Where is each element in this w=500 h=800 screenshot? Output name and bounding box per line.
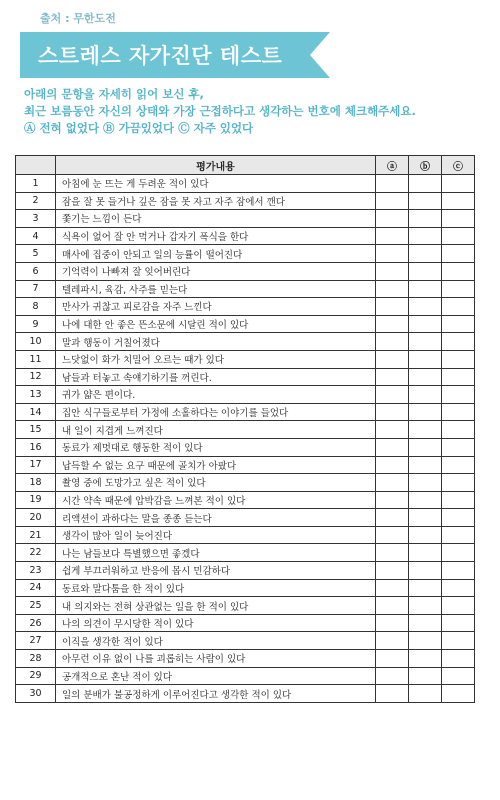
row-number: 24 bbox=[16, 579, 56, 597]
row-number: 4 bbox=[16, 227, 56, 245]
table-row bbox=[16, 544, 475, 562]
check-cell-b[interactable] bbox=[409, 579, 442, 597]
check-cell-c[interactable] bbox=[442, 685, 475, 703]
check-cell-b[interactable] bbox=[409, 491, 442, 509]
check-cell-c[interactable] bbox=[442, 456, 475, 474]
check-cell-b[interactable] bbox=[409, 333, 442, 351]
check-cell-b[interactable] bbox=[409, 650, 442, 668]
check-cell-c[interactable] bbox=[442, 210, 475, 228]
evaluation-table bbox=[15, 155, 475, 703]
table-row bbox=[16, 509, 475, 527]
row-number: 3 bbox=[16, 210, 56, 228]
check-cell-a[interactable] bbox=[376, 491, 409, 509]
table-row bbox=[16, 614, 475, 632]
check-cell-c[interactable] bbox=[442, 403, 475, 421]
row-number: 27 bbox=[16, 632, 56, 650]
table-row bbox=[16, 632, 475, 650]
check-cell-b[interactable] bbox=[409, 544, 442, 562]
check-cell-b[interactable] bbox=[409, 298, 442, 316]
check-cell-a[interactable] bbox=[376, 456, 409, 474]
row-question: 나의 의견이 무시당한 적이 있다 bbox=[56, 614, 376, 632]
table-row bbox=[16, 474, 475, 492]
row-number: 30 bbox=[16, 685, 56, 703]
check-cell-a[interactable] bbox=[376, 262, 409, 280]
check-cell-b[interactable] bbox=[409, 403, 442, 421]
check-cell-c[interactable] bbox=[442, 333, 475, 351]
check-cell-b[interactable] bbox=[409, 597, 442, 615]
check-cell-a[interactable] bbox=[376, 544, 409, 562]
row-number: 18 bbox=[16, 474, 56, 492]
row-number: 9 bbox=[16, 315, 56, 333]
header-content: 평가내용 bbox=[56, 156, 376, 175]
row-question: 만사가 귀찮고 피로감을 자주 느낀다 bbox=[56, 298, 376, 316]
check-cell-b[interactable] bbox=[409, 685, 442, 703]
check-cell-b[interactable] bbox=[409, 562, 442, 580]
table-row bbox=[16, 245, 475, 263]
row-question: 남들과 터놓고 속얘기하기를 꺼린다. bbox=[56, 368, 376, 386]
table-row bbox=[16, 685, 475, 703]
row-number: 8 bbox=[16, 298, 56, 316]
check-cell-b[interactable] bbox=[409, 245, 442, 263]
row-question: 동료가 제멋대로 행동한 적이 있다 bbox=[56, 438, 376, 456]
check-cell-c[interactable] bbox=[442, 526, 475, 544]
row-number: 13 bbox=[16, 386, 56, 404]
table-row bbox=[16, 333, 475, 351]
check-cell-a[interactable] bbox=[376, 298, 409, 316]
row-question: 쉽게 부끄러워하고 반응에 몹시 민감하다 bbox=[56, 562, 376, 580]
row-number: 5 bbox=[16, 245, 56, 263]
check-cell-c[interactable] bbox=[442, 280, 475, 298]
check-cell-c[interactable] bbox=[442, 386, 475, 404]
check-cell-b[interactable] bbox=[409, 474, 442, 492]
table-row bbox=[16, 262, 475, 280]
check-cell-b[interactable] bbox=[409, 386, 442, 404]
table-row bbox=[16, 403, 475, 421]
instruction-line-3: Ⓐ 전혀 없었다 Ⓑ 가끔있었다 Ⓒ 자주 있었다 bbox=[24, 121, 254, 135]
row-number: 10 bbox=[16, 333, 56, 351]
check-cell-c[interactable] bbox=[442, 632, 475, 650]
source-label: 출처 : 무한도전 bbox=[40, 12, 116, 25]
check-cell-c[interactable] bbox=[442, 650, 475, 668]
check-cell-a[interactable] bbox=[376, 333, 409, 351]
check-cell-a[interactable] bbox=[376, 403, 409, 421]
check-cell-c[interactable] bbox=[442, 491, 475, 509]
table-row bbox=[16, 650, 475, 668]
table-row bbox=[16, 386, 475, 404]
row-question: 식욕이 없어 잘 안 먹거나 갑자기 폭식을 한다 bbox=[56, 227, 376, 245]
check-cell-a[interactable] bbox=[376, 579, 409, 597]
row-number: 20 bbox=[16, 509, 56, 527]
header-option-b: ⓑ bbox=[409, 156, 442, 175]
row-question: 나에 대한 안 좋은 뜬소문에 시달린 적이 있다 bbox=[56, 315, 376, 333]
row-question: 이직을 생각한 적이 있다 bbox=[56, 632, 376, 650]
check-cell-b[interactable] bbox=[409, 368, 442, 386]
row-number: 19 bbox=[16, 491, 56, 509]
row-number: 12 bbox=[16, 368, 56, 386]
check-cell-c[interactable] bbox=[442, 350, 475, 368]
row-number: 14 bbox=[16, 403, 56, 421]
table-header-row bbox=[16, 156, 475, 175]
check-cell-c[interactable] bbox=[442, 667, 475, 685]
check-cell-a[interactable] bbox=[376, 386, 409, 404]
row-question: 기억력이 나빠져 잘 잊어버린다 bbox=[56, 262, 376, 280]
row-number: 16 bbox=[16, 438, 56, 456]
check-cell-c[interactable] bbox=[442, 315, 475, 333]
check-cell-a[interactable] bbox=[376, 368, 409, 386]
check-cell-c[interactable] bbox=[442, 245, 475, 263]
row-question: 느닷없이 화가 치밀어 오르는 때가 있다 bbox=[56, 350, 376, 368]
check-cell-a[interactable] bbox=[376, 650, 409, 668]
row-question: 내 의지와는 전혀 상관없는 일을 한 적이 있다 bbox=[56, 597, 376, 615]
table-row bbox=[16, 438, 475, 456]
row-number: 1 bbox=[16, 175, 56, 193]
row-number: 17 bbox=[16, 456, 56, 474]
check-cell-b[interactable] bbox=[409, 509, 442, 527]
check-cell-a[interactable] bbox=[376, 597, 409, 615]
check-cell-b[interactable] bbox=[409, 192, 442, 210]
table-row bbox=[16, 597, 475, 615]
check-cell-c[interactable] bbox=[442, 262, 475, 280]
row-question: 공개적으로 혼난 적이 있다 bbox=[56, 667, 376, 685]
check-cell-c[interactable] bbox=[442, 368, 475, 386]
row-question: 시간 약속 때문에 압박감을 느껴본 적이 있다 bbox=[56, 491, 376, 509]
row-number: 21 bbox=[16, 526, 56, 544]
check-cell-b[interactable] bbox=[409, 350, 442, 368]
table-row bbox=[16, 192, 475, 210]
row-question: 나는 남들보다 특별했으면 좋겠다 bbox=[56, 544, 376, 562]
check-cell-c[interactable] bbox=[442, 579, 475, 597]
table-row bbox=[16, 350, 475, 368]
row-number: 6 bbox=[16, 262, 56, 280]
table-row bbox=[16, 227, 475, 245]
instructions bbox=[24, 86, 494, 137]
table-row bbox=[16, 368, 475, 386]
check-cell-a[interactable] bbox=[376, 192, 409, 210]
table-row bbox=[16, 210, 475, 228]
check-cell-b[interactable] bbox=[409, 438, 442, 456]
check-cell-c[interactable] bbox=[442, 614, 475, 632]
check-cell-c[interactable] bbox=[442, 438, 475, 456]
table-row bbox=[16, 315, 475, 333]
table-row bbox=[16, 526, 475, 544]
check-cell-c[interactable] bbox=[442, 597, 475, 615]
header-option-a: ⓐ bbox=[376, 156, 409, 175]
row-number: 15 bbox=[16, 421, 56, 439]
check-cell-c[interactable] bbox=[442, 421, 475, 439]
check-cell-a[interactable] bbox=[376, 210, 409, 228]
table-row bbox=[16, 175, 475, 193]
check-cell-a[interactable] bbox=[376, 632, 409, 650]
check-cell-b[interactable] bbox=[409, 227, 442, 245]
check-cell-a[interactable] bbox=[376, 227, 409, 245]
check-cell-a[interactable] bbox=[376, 526, 409, 544]
title-banner bbox=[20, 32, 330, 78]
table-row bbox=[16, 421, 475, 439]
check-cell-b[interactable] bbox=[409, 262, 442, 280]
row-number: 22 bbox=[16, 544, 56, 562]
row-number: 25 bbox=[16, 597, 56, 615]
check-cell-a[interactable] bbox=[376, 350, 409, 368]
row-question: 쫓기는 느낌이 든다 bbox=[56, 210, 376, 228]
row-number: 23 bbox=[16, 562, 56, 580]
row-number: 2 bbox=[16, 192, 56, 210]
check-cell-a[interactable] bbox=[376, 614, 409, 632]
check-cell-a[interactable] bbox=[376, 685, 409, 703]
row-question: 잠을 잘 못 들거나 깊은 잠을 못 자고 자주 잠에서 깬다 bbox=[56, 192, 376, 210]
row-question: 텔레파시, 육감, 사주를 믿는다 bbox=[56, 280, 376, 298]
row-question: 아무런 이유 없이 나를 괴롭히는 사람이 있다 bbox=[56, 650, 376, 668]
check-cell-c[interactable] bbox=[442, 192, 475, 210]
row-question: 매사에 집중이 안되고 일의 능률이 떨어진다 bbox=[56, 245, 376, 263]
check-cell-a[interactable] bbox=[376, 562, 409, 580]
header-option-c: ⓒ bbox=[442, 156, 475, 175]
table-row bbox=[16, 667, 475, 685]
table-row bbox=[16, 280, 475, 298]
row-question: 말과 행동이 거칠어졌다 bbox=[56, 333, 376, 351]
check-cell-a[interactable] bbox=[376, 421, 409, 439]
check-cell-a[interactable] bbox=[376, 245, 409, 263]
check-cell-c[interactable] bbox=[442, 474, 475, 492]
table-row bbox=[16, 456, 475, 474]
check-cell-b[interactable] bbox=[409, 315, 442, 333]
check-cell-a[interactable] bbox=[376, 175, 409, 193]
check-cell-b[interactable] bbox=[409, 421, 442, 439]
table-row bbox=[16, 298, 475, 316]
row-number: 7 bbox=[16, 280, 56, 298]
check-cell-b[interactable] bbox=[409, 280, 442, 298]
table-row bbox=[16, 491, 475, 509]
row-question: 귀가 얇은 편이다. bbox=[56, 386, 376, 404]
row-question: 납득할 수 없는 요구 때문에 골치가 아팠다 bbox=[56, 456, 376, 474]
check-cell-a[interactable] bbox=[376, 474, 409, 492]
check-cell-b[interactable] bbox=[409, 614, 442, 632]
check-cell-b[interactable] bbox=[409, 632, 442, 650]
row-number: 29 bbox=[16, 667, 56, 685]
check-cell-c[interactable] bbox=[442, 544, 475, 562]
header-number bbox=[16, 156, 56, 175]
row-question: 동료와 말다툼을 한 적이 있다 bbox=[56, 579, 376, 597]
row-question: 내 일이 지겹게 느껴진다 bbox=[56, 421, 376, 439]
check-cell-a[interactable] bbox=[376, 509, 409, 527]
check-cell-c[interactable] bbox=[442, 298, 475, 316]
check-cell-b[interactable] bbox=[409, 210, 442, 228]
check-cell-b[interactable] bbox=[409, 526, 442, 544]
row-question: 리액션이 과하다는 말을 종종 듣는다 bbox=[56, 509, 376, 527]
check-cell-b[interactable] bbox=[409, 456, 442, 474]
check-cell-c[interactable] bbox=[442, 175, 475, 193]
row-question: 아침에 눈 뜨는 게 두려운 적이 있다 bbox=[56, 175, 376, 193]
check-cell-c[interactable] bbox=[442, 227, 475, 245]
instruction-line-1: 아래의 문항을 자세히 읽어 보신 후, bbox=[24, 87, 204, 101]
row-question: 촬영 중에 도망가고 싶은 적이 있다 bbox=[56, 474, 376, 492]
page-title: 스트레스 자가진단 테스트 bbox=[38, 44, 283, 68]
row-question: 집안 식구들로부터 가정에 소홀하다는 이야기를 들었다 bbox=[56, 403, 376, 421]
check-cell-a[interactable] bbox=[376, 315, 409, 333]
row-number: 28 bbox=[16, 650, 56, 668]
row-number: 26 bbox=[16, 614, 56, 632]
check-cell-b[interactable] bbox=[409, 175, 442, 193]
check-cell-c[interactable] bbox=[442, 509, 475, 527]
row-question: 생각이 많아 일이 늦어진다 bbox=[56, 526, 376, 544]
table-row bbox=[16, 562, 475, 580]
check-cell-a[interactable] bbox=[376, 667, 409, 685]
check-cell-b[interactable] bbox=[409, 667, 442, 685]
table-row bbox=[16, 579, 475, 597]
check-cell-a[interactable] bbox=[376, 280, 409, 298]
row-number: 11 bbox=[16, 350, 56, 368]
row-question: 일의 분배가 불공정하게 이루어진다고 생각한 적이 있다 bbox=[56, 685, 376, 703]
check-cell-a[interactable] bbox=[376, 438, 409, 456]
instruction-line-2: 최근 보름동안 자신의 상태와 가장 근접하다고 생각하는 번호에 체크해주세요. bbox=[24, 104, 416, 118]
check-cell-c[interactable] bbox=[442, 562, 475, 580]
